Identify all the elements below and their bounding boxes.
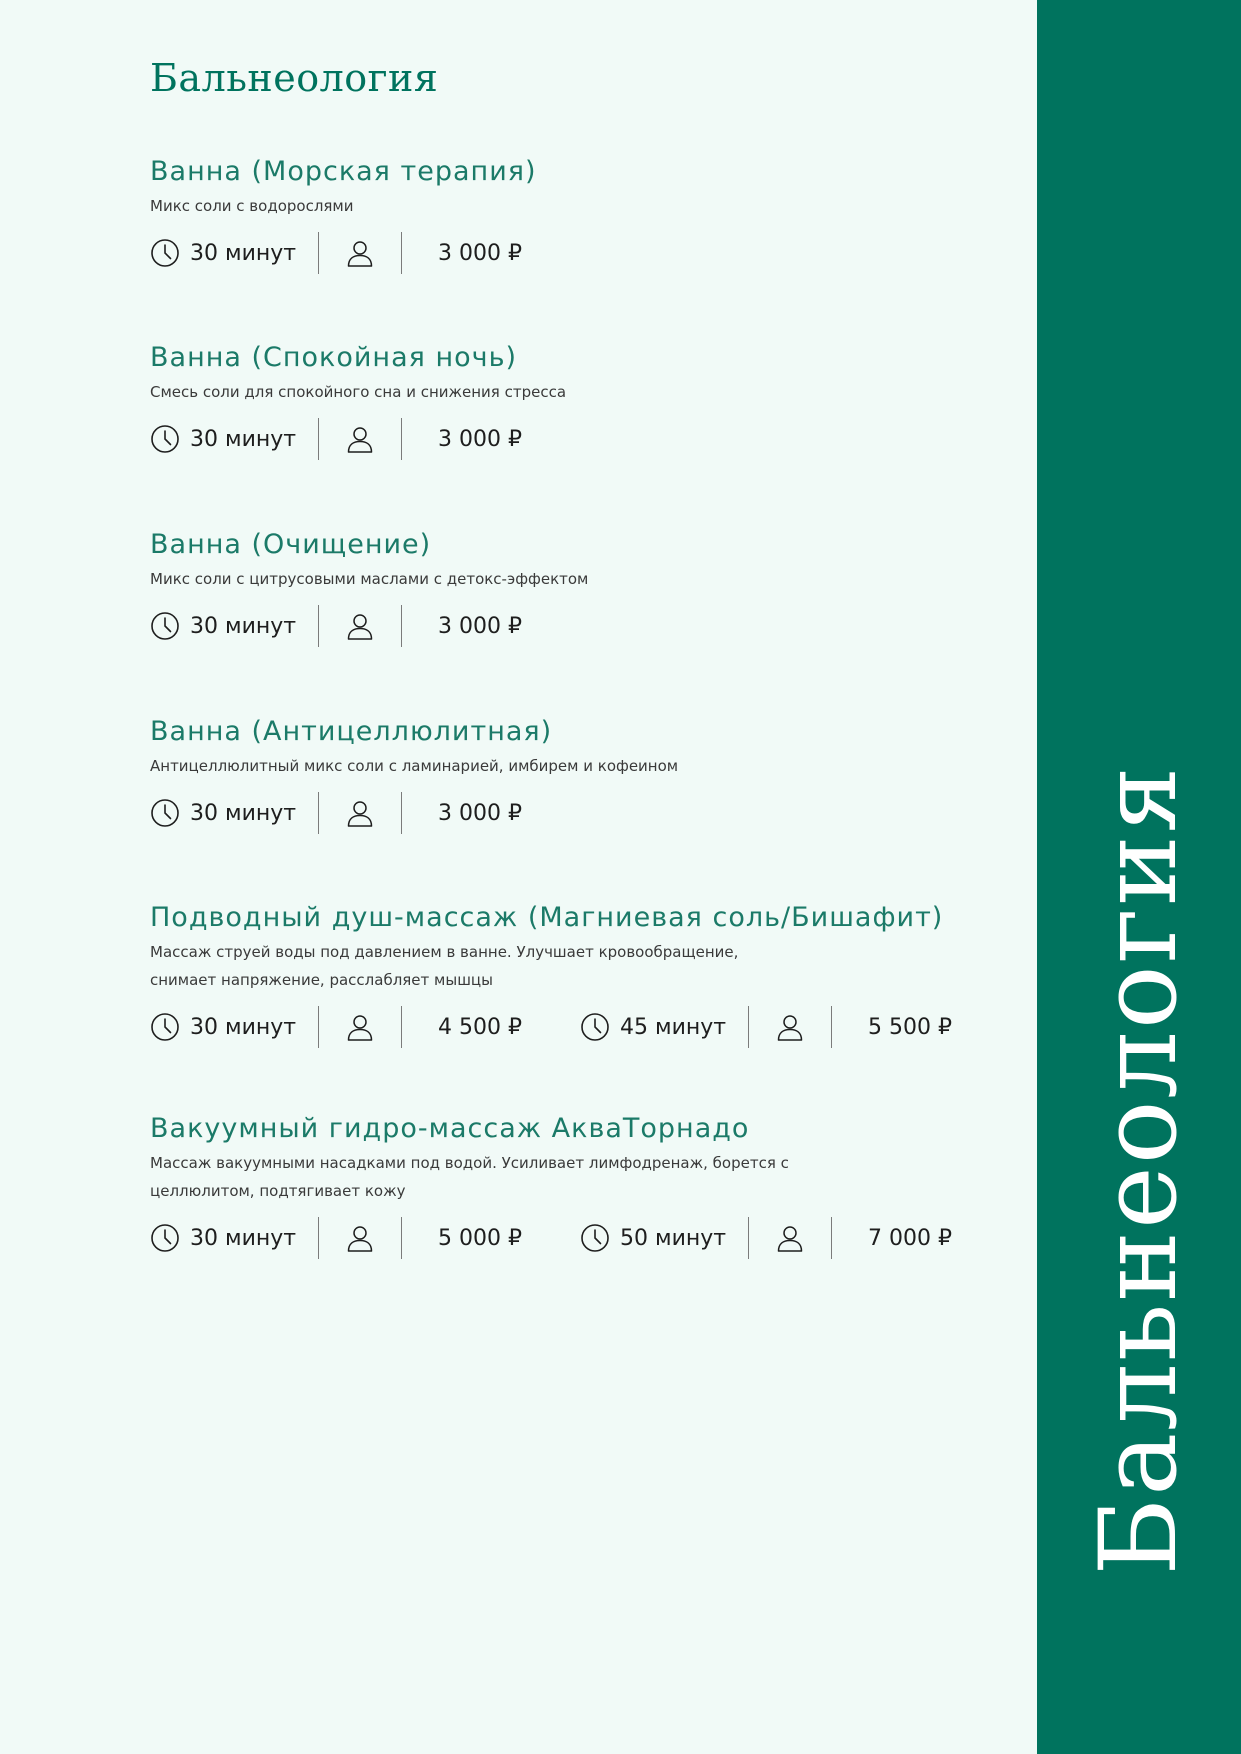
clock-icon	[150, 798, 180, 828]
person-icon	[775, 1012, 805, 1042]
service-option	[150, 1217, 580, 1259]
price-label: 3 000 ₽	[438, 426, 522, 452]
service-item	[150, 714, 1010, 834]
duration-label: 30 минут	[190, 240, 297, 266]
page-title: Бальнеология	[150, 56, 439, 100]
price-label: 5 500 ₽	[868, 1014, 952, 1040]
duration-label: 30 минут	[190, 800, 297, 826]
duration-label: 45 минут	[620, 1014, 727, 1040]
clock-icon	[580, 1012, 610, 1042]
clock-icon	[150, 424, 180, 454]
service-description: Микс соли с водорослями	[150, 197, 354, 215]
price-label: 7 000 ₽	[868, 1225, 952, 1251]
service-options	[150, 792, 1010, 834]
person-icon	[345, 798, 375, 828]
service-name: Ванна (Спокойная ночь)	[150, 342, 518, 373]
service-options	[150, 232, 1010, 274]
clock-icon	[150, 1223, 180, 1253]
service-option	[150, 232, 610, 274]
duration-label: 50 минут	[620, 1225, 727, 1251]
clock-icon	[150, 238, 180, 268]
service-options	[150, 605, 1010, 647]
price-label: 3 000 ₽	[438, 800, 522, 826]
duration-label: 30 минут	[190, 426, 297, 452]
service-option	[580, 1217, 1010, 1259]
person-icon	[345, 611, 375, 641]
sidebar-title: Бальнеология	[1077, 764, 1200, 1576]
service-name: Ванна (Очищение)	[150, 529, 432, 560]
price-label: 3 000 ₽	[438, 240, 522, 266]
service-options	[150, 418, 1010, 460]
duration-label: 30 минут	[190, 613, 297, 639]
service-name: Ванна (Морская терапия)	[150, 156, 537, 187]
service-option	[150, 605, 610, 647]
service-option	[150, 792, 610, 834]
person-icon	[345, 238, 375, 268]
person-icon	[775, 1223, 805, 1253]
service-description: Массаж струей воды под давлением в ванне. Улучшает кровообращение, снимает напряжение, расслабляет мышцы	[150, 943, 739, 989]
price-label: 4 500 ₽	[438, 1014, 522, 1040]
service-options	[150, 1217, 1010, 1259]
person-icon	[345, 1223, 375, 1253]
service-item	[150, 1111, 1010, 1259]
service-description: Смесь соли для спокойного сна и снижения стресса	[150, 383, 567, 401]
person-icon	[345, 424, 375, 454]
service-name: Ванна (Антицеллюлитная)	[150, 716, 553, 747]
clock-icon	[150, 611, 180, 641]
service-description: Антицеллюлитный микс соли с ламинарией, имбирем и кофеином	[150, 757, 679, 775]
duration-label: 30 минут	[190, 1225, 297, 1251]
person-icon	[345, 1012, 375, 1042]
service-option	[580, 1006, 1010, 1048]
service-item	[150, 527, 1010, 647]
service-item	[150, 340, 1010, 460]
service-option	[150, 1006, 580, 1048]
service-description: Массаж вакуумными насадками под водой. Усиливает лимфодренаж, борется с целлюлитом, подтягивает кожу	[150, 1154, 789, 1200]
clock-icon	[580, 1223, 610, 1253]
service-name: Вакуумный гидро-массаж АкваТорнадо	[150, 1113, 750, 1144]
price-label: 3 000 ₽	[438, 613, 522, 639]
clock-icon	[150, 1012, 180, 1042]
service-name: Подводный душ-массаж (Магниевая соль/Бишафит)	[150, 902, 944, 933]
service-option	[150, 418, 610, 460]
service-item	[150, 154, 1010, 274]
price-label: 5 000 ₽	[438, 1225, 522, 1251]
service-description: Микс соли с цитрусовыми маслами с детокс-эффектом	[150, 570, 589, 588]
service-item	[150, 900, 1010, 1048]
sidebar-panel	[1037, 0, 1241, 1754]
duration-label: 30 минут	[190, 1014, 297, 1040]
service-options	[150, 1006, 1010, 1048]
